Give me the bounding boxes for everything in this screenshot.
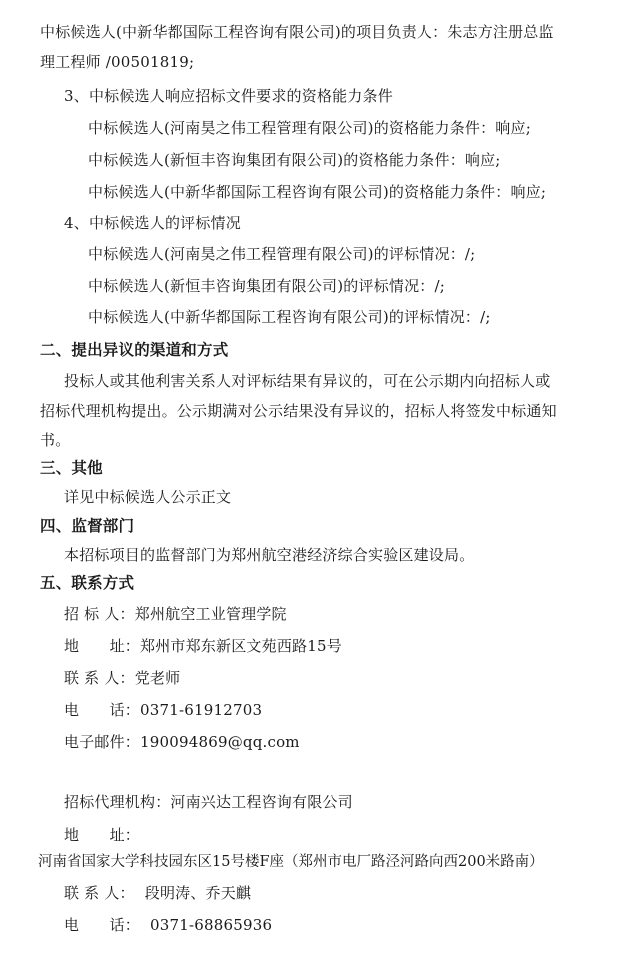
tenderer-contact-label: 联 系 人： xyxy=(64,669,135,687)
tenderer-contact-row xyxy=(64,668,180,688)
tenderer-name: 郑州航空工业管理学院 xyxy=(134,605,287,623)
agency-contact: 段明涛、乔天麒 xyxy=(144,884,252,902)
section2-line-1: 投标人或其他利害关系人对评标结果有异议的，可在公示期内向招标人或 xyxy=(64,372,551,390)
item4-row: 中标候选人(中新华都国际工程咨询有限公司)的评标情况：/; xyxy=(88,308,491,326)
agency-phone-label: 电 话： xyxy=(64,916,141,934)
tenderer-address-row xyxy=(64,636,342,656)
agency-name-row xyxy=(64,792,353,812)
item3-row: 中标候选人(中新华都国际工程咨询有限公司)的资格能力条件：响应; xyxy=(88,183,547,201)
section4-text: 本招标项目的监督部门为郑州航空港经济综合实验区建设局。 xyxy=(64,546,475,564)
item4-row: 中标候选人(河南昊之伟工程管理有限公司)的评标情况：/; xyxy=(88,245,476,263)
tenderer-phone: 0371-61912703 xyxy=(140,701,263,719)
tenderer-address: 郑州市郑东新区文苑西路15号 xyxy=(140,637,342,655)
agency-address-label: 地 址： xyxy=(64,826,141,844)
section2-line-2: 招标代理机构提出。公示期满对公示结果没有异议的，招标人将签发中标通知 xyxy=(40,402,557,420)
tenderer-phone-label: 电 话： xyxy=(64,701,141,719)
section4-heading: 四、监督部门 xyxy=(40,517,135,535)
tenderer-address-label: 地 址： xyxy=(64,637,141,655)
agency-phone-row xyxy=(64,915,272,935)
item3-row: 中标候选人(新恒丰咨询集团有限公司)的资格能力条件：响应; xyxy=(88,151,501,169)
section5-heading: 五、联系方式 xyxy=(40,574,135,592)
item4-row: 中标候选人(新恒丰咨询集团有限公司)的评标情况：/; xyxy=(88,277,446,295)
agency-phone: 0371-68865936 xyxy=(150,916,273,934)
tenderer-phone-row xyxy=(64,700,262,720)
agency-name-label: 招标代理机构： xyxy=(64,793,171,811)
agency-address: 河南省国家大学科技园东区15号楼F座（郑州市电厂路泾河路向西200米路南） xyxy=(38,854,544,870)
tenderer-name-row xyxy=(64,604,287,624)
tenderer-email: 190094869@qq.com xyxy=(140,733,300,751)
tenderer-contact: 党老师 xyxy=(134,669,181,687)
item4-title: 4、中标候选人的评标情况 xyxy=(64,214,241,232)
section3-heading: 三、其他 xyxy=(40,459,103,477)
section2-line-3: 书。 xyxy=(40,431,71,449)
intro-line-2: 理工程师 /00501819; xyxy=(40,53,195,71)
item3-title: 3、中标候选人响应招标文件要求的资格能力条件 xyxy=(64,87,393,105)
tenderer-name-label: 招 标 人： xyxy=(64,605,135,623)
agency-name: 河南兴达工程咨询有限公司 xyxy=(170,793,353,811)
section2-heading: 二、提出异议的渠道和方式 xyxy=(40,341,229,359)
tenderer-email-label: 电子邮件： xyxy=(64,733,141,751)
tenderer-email-row xyxy=(64,732,300,752)
agency-contact-row xyxy=(64,883,251,903)
section3-text: 详见中标候选人公示正文 xyxy=(64,488,232,506)
item3-row: 中标候选人(河南昊之伟工程管理有限公司)的资格能力条件：响应; xyxy=(88,119,531,137)
agency-contact-label: 联 系 人： xyxy=(64,884,135,902)
intro-line-1: 中标候选人(中新华都国际工程咨询有限公司)的项目负责人：朱志方注册总监 xyxy=(40,23,554,41)
